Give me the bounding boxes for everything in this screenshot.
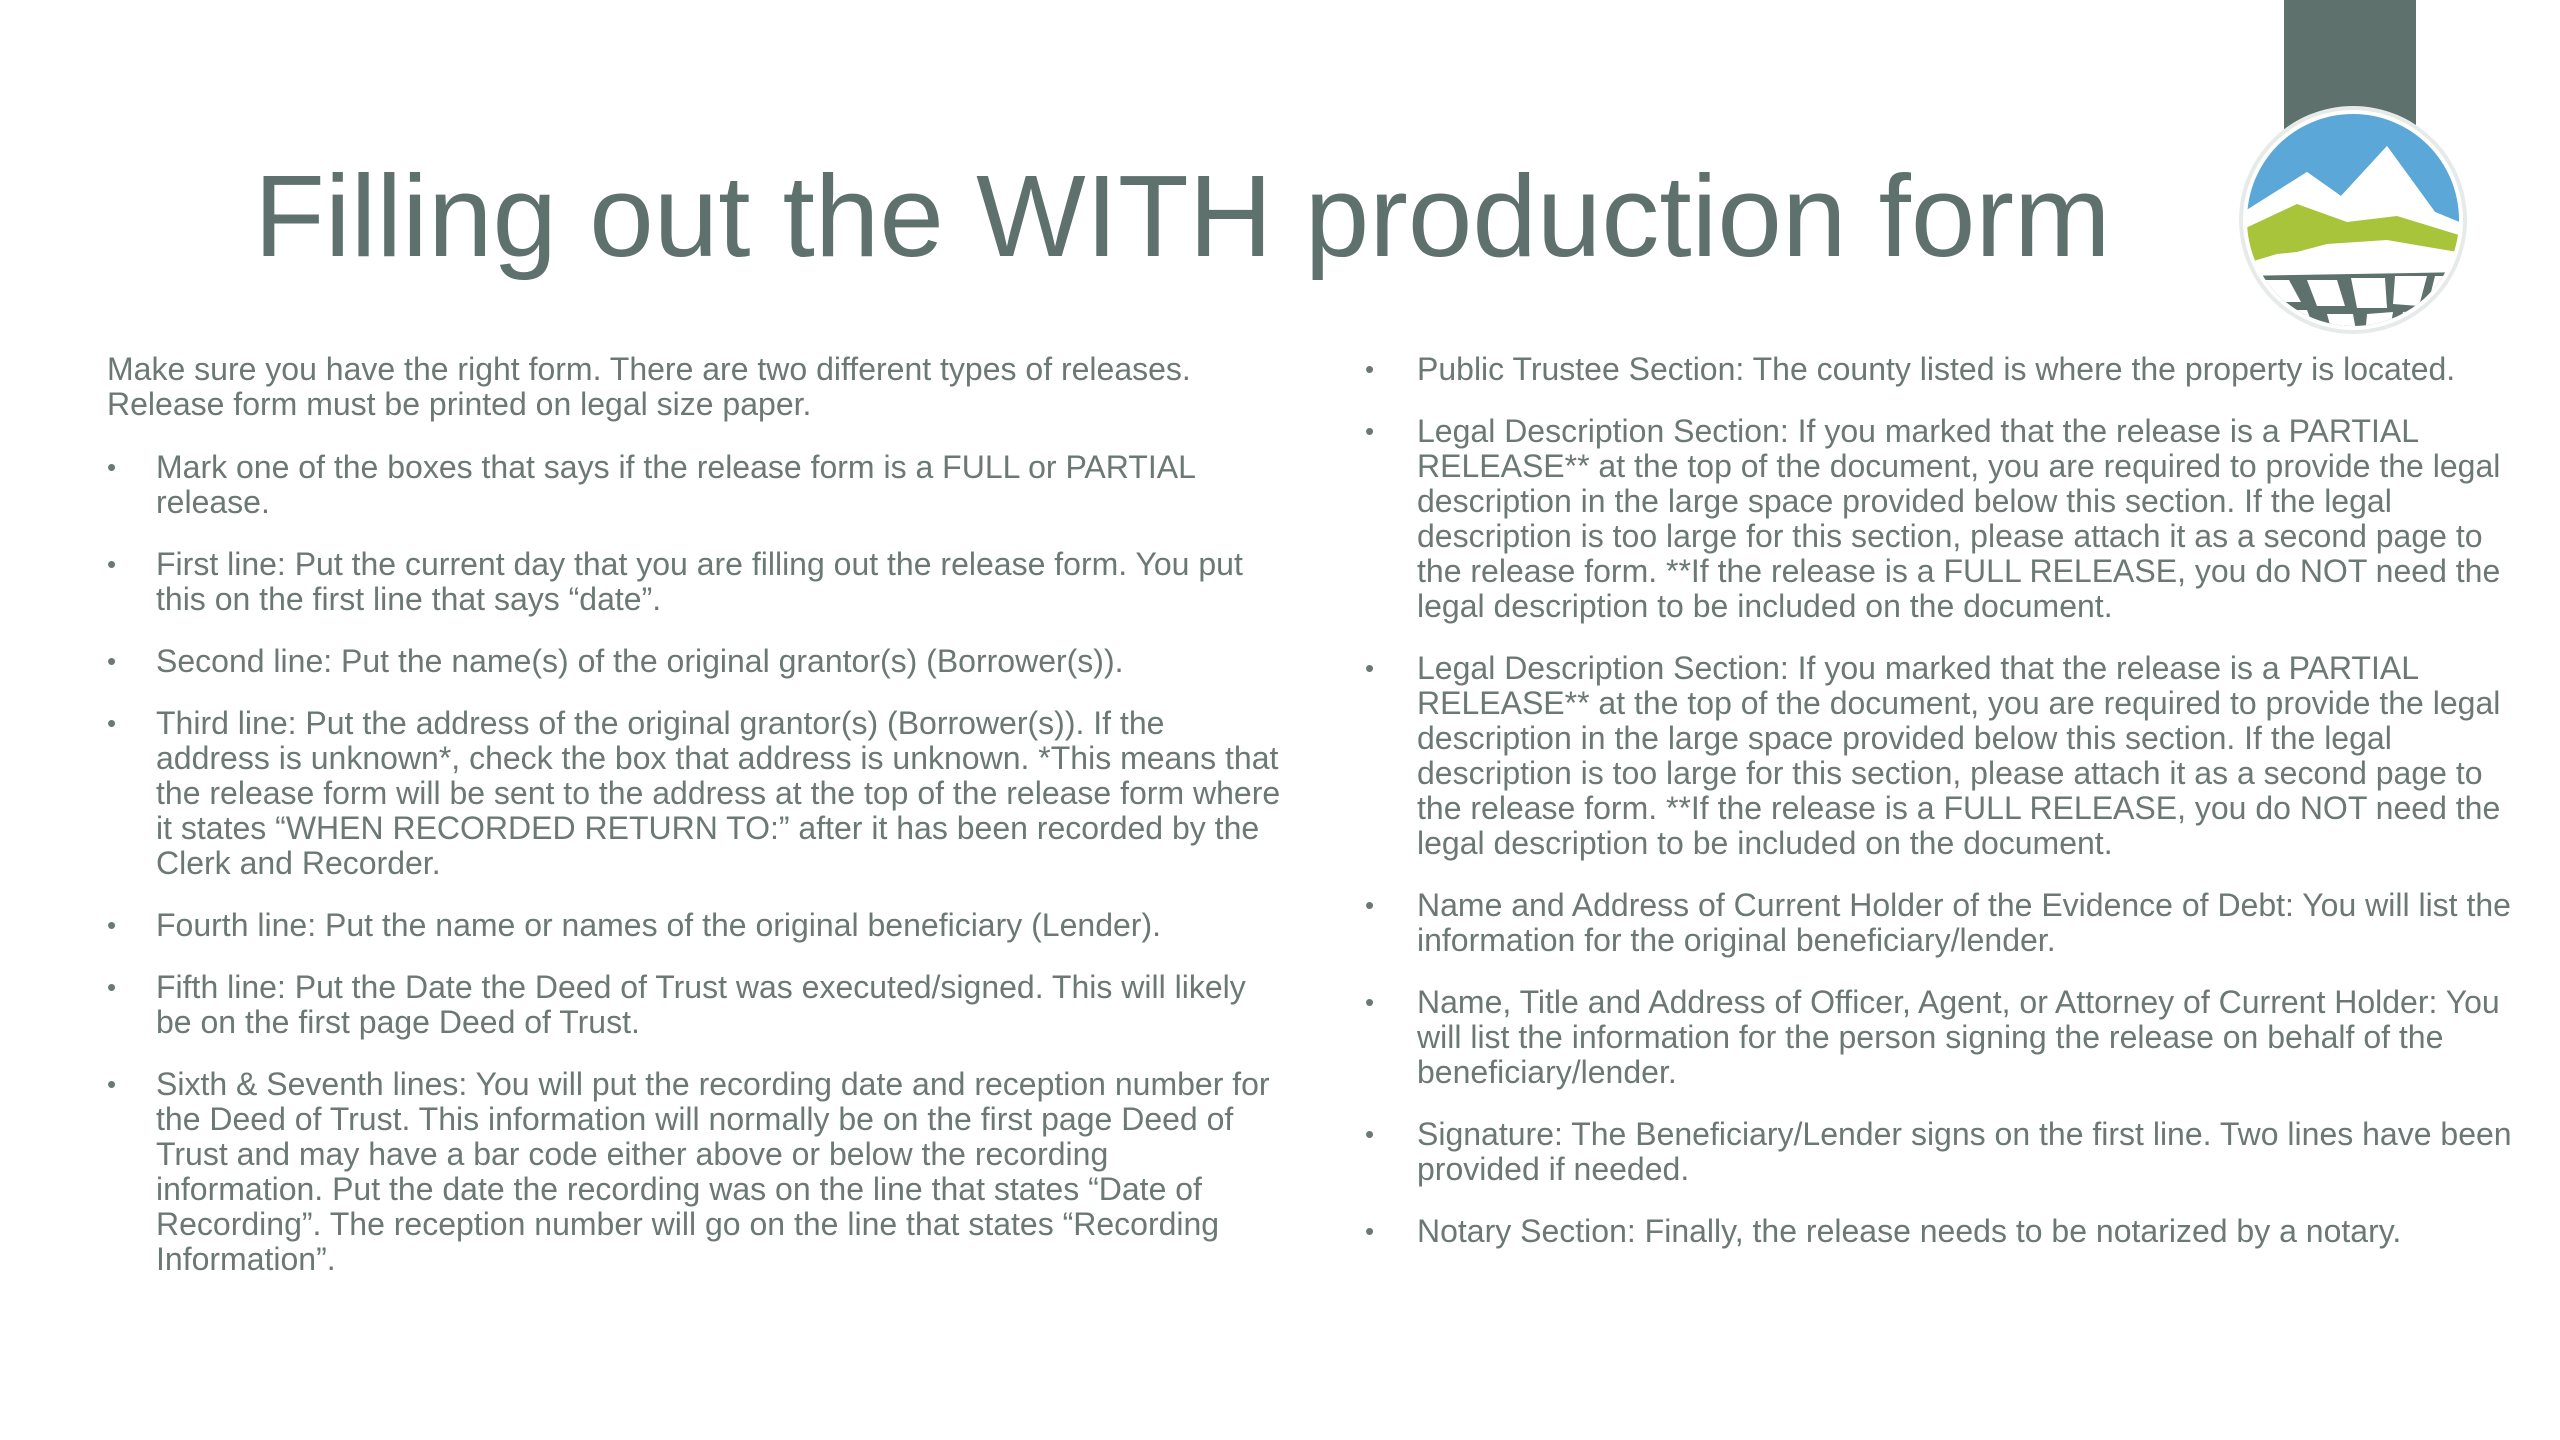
list-item [107,450,1282,520]
list-item [1365,352,2530,387]
bullet-marker: • [107,1069,117,1099]
list-item-text: Third line: Put the address of the original grantor(s) (Borrower(s)). If the address is unknown*, check the box that address is unknown. *This means that the release form will be sent to the address at the top of the release form where it states “WHEN RECORDED RETURN TO:” after it has been recorded by the Clerk and Recorder. [156,705,1281,881]
list-item-text: Second line: Put the name(s) of the original grantor(s) (Borrower(s)). [156,643,1124,679]
list-item-text: Name, Title and Address of Officer, Agent, or Attorney of Current Holder: You will list the information for the person signing the release on behalf of the beneficiary/lender. [1417,984,2500,1090]
bullet-marker: • [107,452,117,482]
mountain-landscape-logo-icon [2237,104,2469,336]
list-item-text: Notary Section: Finally, the release needs to be notarized by a notary. [1417,1213,2402,1249]
right-column [1365,352,2530,1276]
list-item-text: First line: Put the current day that you are filling out the release form. You put this on the first line that says “date”. [156,546,1243,617]
bullet-marker: • [1365,653,1375,683]
list-item-text: Legal Description Section: If you marked that the release is a PARTIAL RELEASE** at the top of the document, you are required to provide the legal description in the large space provided below this section. If the legal description is too large for this section, please attach it as a second page to the release form. **If the release is a FULL RELEASE, you do NOT need the legal description to be included on the document. [1417,650,2501,861]
list-item [107,706,1282,881]
list-item-text: Legal Description Section: If you marked that the release is a PARTIAL RELEASE** at the top of the document, you are required to provide the legal description in the large space provided below this section. If the legal description is too large for this section, please attach it as a second page to the release form. **If the release is a FULL RELEASE, you do NOT need the legal description to be included on the document. [1417,413,2501,624]
left-bullet-list [107,450,1282,1277]
list-item-text: Public Trustee Section: The county listed is where the property is located. [1417,351,2456,387]
list-item [107,1067,1282,1277]
list-item [1365,1214,2530,1249]
bullet-marker: • [107,708,117,738]
right-bullet-list [1365,352,2530,1249]
bullet-marker: • [107,549,117,579]
bullet-marker: • [1365,354,1375,384]
list-item [1365,985,2530,1090]
bullet-marker: • [107,972,117,1002]
list-item [1365,651,2530,861]
bullet-marker: • [107,646,117,676]
list-item [1365,1117,2530,1187]
list-item-text: Fourth line: Put the name or names of the original beneficiary (Lender). [156,907,1161,943]
list-item [1365,414,2530,624]
bullet-marker: • [1365,890,1375,920]
list-item [107,644,1282,679]
bullet-marker: • [1365,987,1375,1017]
bullet-marker: • [1365,1119,1375,1149]
list-item [1365,888,2530,958]
list-item-text: Mark one of the boxes that says if the release form is a FULL or PARTIAL release. [156,449,1195,520]
list-item [107,547,1282,617]
intro-paragraph: Make sure you have the right form. There are two different types of releases. Release form must be printed on legal size paper. [107,351,1191,422]
bullet-marker: • [1365,1216,1375,1246]
list-item [107,970,1282,1040]
bullet-marker: • [1365,416,1375,446]
list-item-text: Signature: The Beneficiary/Lender signs on the first line. Two lines have been provided if needed. [1417,1116,2512,1187]
list-item-text: Sixth & Seventh lines: You will put the recording date and reception number for the Deed of Trust. This information will normally be on the first page Deed of Trust and may have a bar code either above or below the recording information. Put the date the recording was on the line that states “Date of Recording”. The reception number will go on the line that states “Recording Information”. [156,1066,1270,1277]
logo-graphic [2237,104,2469,336]
left-column [107,352,1282,1304]
slide-title: Filling out the WITH production form [254,151,2111,281]
list-item-text: Name and Address of Current Holder of the Evidence of Debt: You will list the information for the original beneficiary/lender. [1417,887,2511,958]
list-item-text: Fifth line: Put the Date the Deed of Trust was executed/signed. This will likely be on the first page Deed of Trust. [156,969,1246,1040]
bullet-marker: • [107,910,117,940]
list-item [107,908,1282,943]
